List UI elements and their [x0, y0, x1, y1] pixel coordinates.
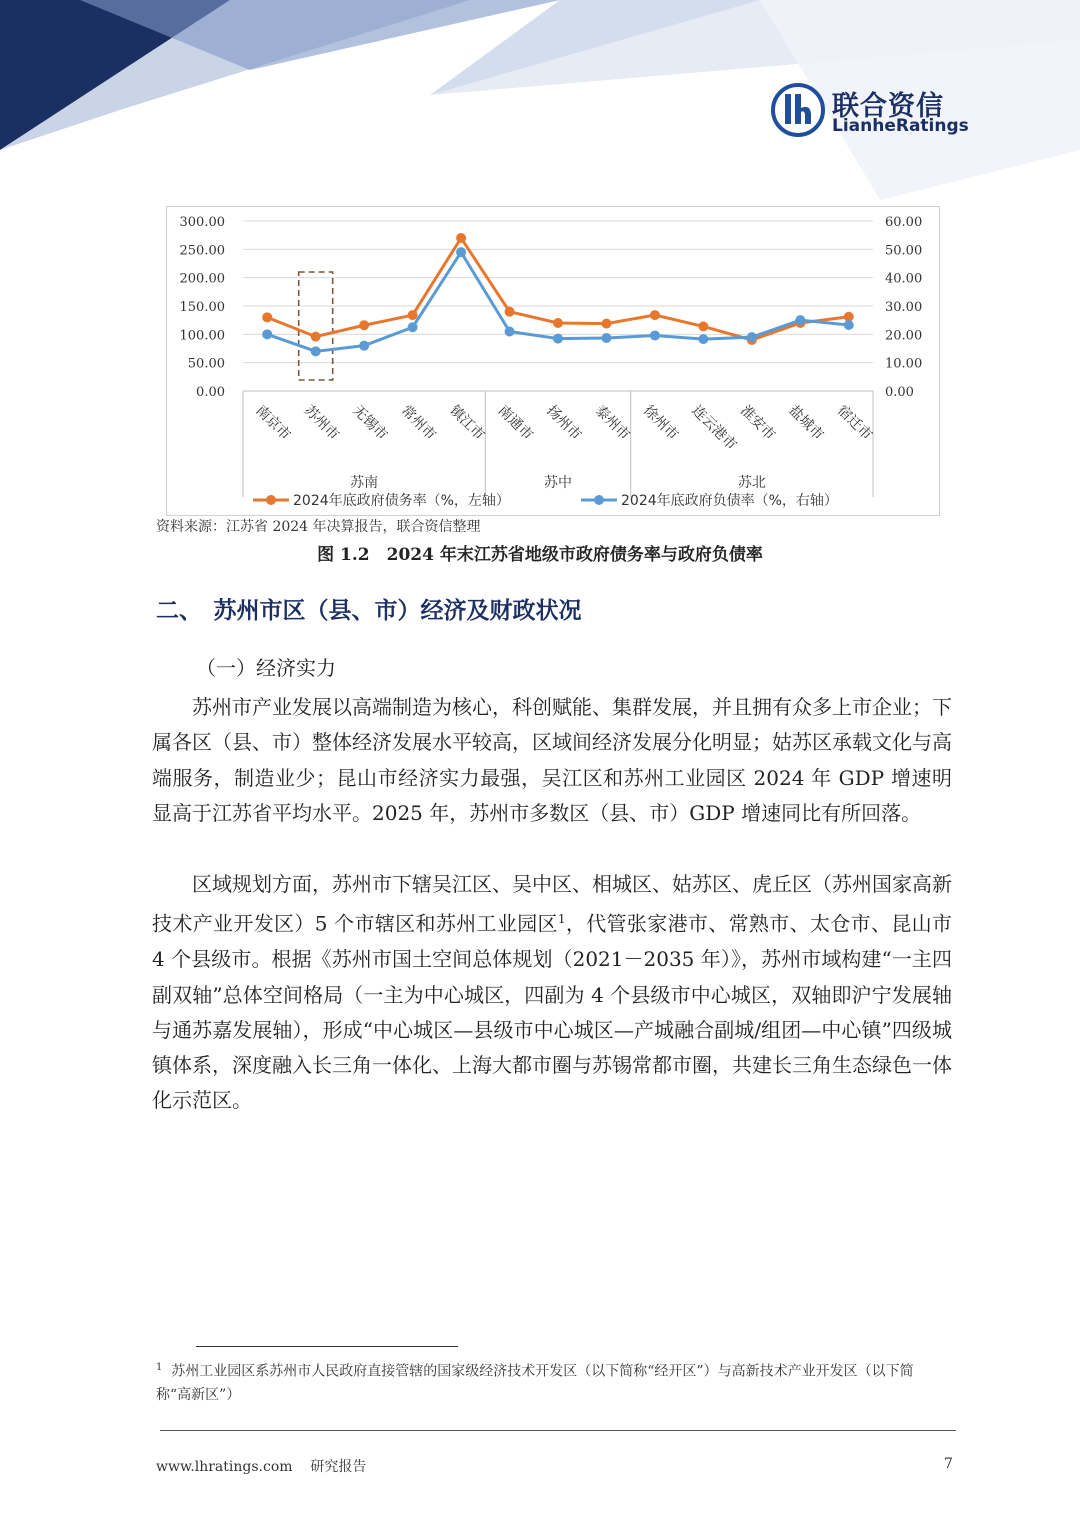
paragraph-planning-part1: 区域规划方面，苏州市下辖吴江区、吴中区、相城区、姑苏区、虎丘区（苏州国家高新技术产业开发区）5 个市辖区和苏州工业园区 — [152, 872, 952, 936]
x-category-label: 镇江市 — [446, 402, 488, 444]
data-point — [262, 329, 272, 339]
x-category-label: 扬州市 — [543, 402, 585, 444]
y-left-tick-label: 100.00 — [179, 328, 225, 344]
y-right-tick-label: 20.00 — [885, 328, 923, 344]
x-category-label: 盐城市 — [785, 402, 827, 444]
footer-label: 研究报告 — [310, 1459, 367, 1475]
footnote-mark: 1 — [156, 1362, 163, 1373]
data-point — [553, 318, 563, 328]
data-point — [650, 330, 660, 340]
data-point — [844, 320, 854, 330]
data-point — [601, 319, 611, 329]
x-category-label: 宿迁市 — [833, 402, 875, 444]
x-category-label: 淮安市 — [737, 402, 779, 444]
data-point — [505, 307, 515, 317]
legend-marker — [266, 495, 276, 505]
paragraph-planning — [152, 867, 952, 1119]
y-left-tick-label: 250.00 — [179, 243, 225, 259]
x-category-label: 南京市 — [252, 402, 294, 444]
data-point — [311, 346, 321, 356]
data-point — [262, 312, 272, 322]
data-point — [505, 327, 515, 337]
lianhe-logo — [770, 82, 970, 142]
data-point — [408, 310, 418, 320]
paragraph-planning-part2: ，代管张家港市、常熟市、太仓市、昆山市 4 个县级市。根据《苏州市国土空间总体规划（2021－2035 年）》，苏州市域构建“一主四副双轴”总体空间格局（一主为中心城区，四副为 4 个县级市中心城区，双轴即沪宁发展轴与通苏嘉发展轴），形成“中心城区—县级市中心城区—产城融合副城/组团—中心镇”四级城镇体系，深度融入长三角一体化、上海大都市圈与苏锡常都市圈，共建长三角生态绿色一体化示范区。 — [152, 911, 952, 1113]
legend-label: 2024年底政府债务率（%，左轴） — [293, 493, 510, 509]
legend-label: 2024年底政府负债率（%，右轴） — [621, 493, 838, 509]
data-point — [359, 341, 369, 351]
data-point — [456, 247, 466, 257]
legend-marker — [594, 495, 604, 505]
data-point — [553, 334, 563, 344]
y-right-tick-label: 60.00 — [885, 215, 923, 230]
y-right-tick-label: 40.00 — [885, 271, 923, 287]
data-point — [456, 233, 466, 243]
y-left-tick-label: 50.00 — [187, 356, 225, 372]
y-right-tick-label: 30.00 — [885, 300, 923, 315]
footnote-ref[interactable]: 1 — [557, 912, 566, 927]
lianhe-logo-icon — [770, 82, 826, 138]
data-point — [698, 321, 708, 331]
y-left-tick-label: 300.00 — [179, 215, 225, 230]
footnote-divider — [196, 1346, 458, 1347]
y-left-tick-label: 200.00 — [179, 271, 225, 287]
footer-website-link[interactable]: www.lhratings.com — [156, 1459, 293, 1475]
data-point — [795, 315, 805, 325]
section-title: 二、 苏州市区（县、市）经济及财政状况 — [156, 598, 582, 624]
footer-divider — [160, 1430, 956, 1431]
source-note: 资料来源：江苏省 2024 年决算报告，联合资信整理 — [156, 519, 481, 535]
footer-left — [156, 1456, 366, 1476]
page-number: 7 — [944, 1456, 953, 1472]
y-left-tick-label: 0.00 — [196, 385, 225, 400]
data-point — [311, 332, 321, 342]
x-category-label: 无锡市 — [349, 402, 391, 444]
group-label: 苏南 — [350, 475, 379, 491]
footnote — [156, 1356, 946, 1407]
data-point — [747, 332, 757, 342]
x-category-label: 常州市 — [397, 402, 439, 444]
figure-caption: 图 1.2 2024 年末江苏省地级市政府债务率与政府负债率 — [317, 545, 763, 565]
y-left-tick-label: 150.00 — [179, 300, 225, 315]
logo-chinese-text: 联合资信 — [832, 91, 944, 122]
data-point — [408, 322, 418, 332]
group-label: 苏北 — [737, 475, 766, 491]
footnote-text: 苏州工业园区系苏州市人民政府直接管辖的国家级经济技术开发区（以下简称“经开区”）与高新技术产业开发区（以下简称“高新区”） — [156, 1363, 914, 1403]
y-right-tick-label: 50.00 — [885, 243, 923, 259]
highlight-box — [299, 272, 333, 380]
group-label: 苏中 — [544, 475, 572, 491]
subsection-title: （一）经济实力 — [196, 656, 336, 680]
data-point — [601, 333, 611, 343]
chart-frame — [166, 206, 940, 516]
x-category-label: 徐州市 — [640, 402, 682, 444]
x-category-label: 南通市 — [494, 402, 536, 444]
data-point — [359, 320, 369, 330]
line-chart — [167, 207, 939, 515]
x-category-label: 苏州市 — [300, 402, 342, 444]
data-point — [698, 334, 708, 344]
y-right-tick-label: 0.00 — [885, 385, 914, 400]
y-right-tick-label: 10.00 — [885, 356, 923, 372]
logo-english-text: LianheRatings — [832, 116, 969, 136]
paragraph-economy: 苏州市产业发展以高端制造为核心，科创赋能、集群发展，并且拥有众多上市企业；下属各区（县、市）整体经济发展水平较高，区域间经济发展分化明显；姑苏区承载文化与高端服务，制造业少；昆山市经济实力最强，吴江区和苏州工业园区 2024 年 GDP 增速明显高于江苏省平均水平。2025 年，苏州市多数区（县、市）GDP 增速同比有所回落。 — [152, 695, 952, 825]
data-point — [650, 310, 660, 320]
x-category-label: 泰州市 — [591, 402, 633, 444]
x-category-label: 连云港市 — [688, 402, 740, 454]
